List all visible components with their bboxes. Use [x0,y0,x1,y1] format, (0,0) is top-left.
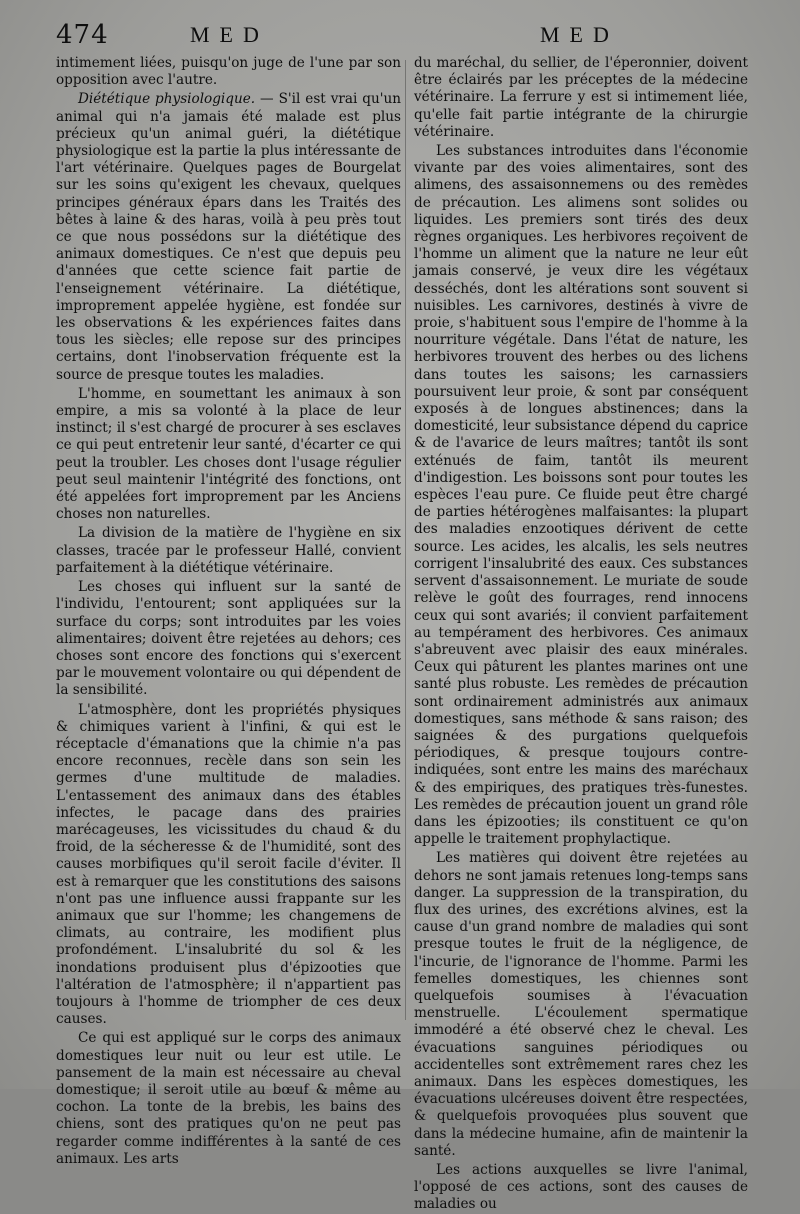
paragraph: Diététique physiologique. — S'il est vrai qu'un animal qui n'a jamais été malade est plus précieux qu'un animal guéri, la diététique physiologique est la partie la plus intéressante de l'art vétérinaire. Quelques pages de Bourgelat sur les soins qu'exigent les chevaux, quelques principes généraux épars dans les Traités des bêtes à laine & des haras, voilà à peu près tout ce que nous possédons sur la diététique des animaux domestiques. Ce n'est que depuis peu d'années que cette science fait partie de l'enseignement vétérinaire. La diététique, improprement appelée hygiène, est fondée sur les observations & les expériences faites dans tous les siècles; elle repose sur des principes certains, dont l'inobservation fréquente est la source de presque toutes les maladies. [56,91,401,383]
running-head-right: MED [540,22,619,47]
paragraph: Les matières qui doivent être rejetées au dehors ne sont jamais retenues long-temps sans danger. La suppression de la transpiration, du flux des urines, des excrétions alvines, est la cause d'un grand nombre de maladies qui sont presque toutes le fruit de la négligence, de l'incurie, de l'ignorance de l'homme. Parmi les femelles domestiques, les chiennes sont quelquefois soumises à l'évacuation menstruelle. L'écoulement spermatique immodéré a été observé chez le cheval. Les évacuations sanguines périodiques ou accidentelles sont extrêmement rares chez les animaux. Dans les espèces domestiques, les évacuations ulcéreuses doivent être respectées, & quelquefois provoquées plus souvent que dans la médecine humaine, afin de maintenir la santé. [414,850,748,1159]
paragraph: L'atmosphère, dont les propriétés physiques & chimiques varient à l'infini, & qui est le réceptacle d'émanations que la chimie n'a pas encore reconnues, recèle dans son sein les germes d'une multitude de maladies. L'entassement des animaux dans des étables infectes, le pacage dans des prairies marécageuses, les vicissitudes du chaud & du froid, de la sécheresse & de l'humidité, sont des causes morbifiques qu'il seroit facile d'éviter. Il est à remarquer que les constitutions des saisons n'ont pas une influence aussi frappante sur les animaux que sur l'homme; les changemens de climats, au contraire, les modifient plus profondément. L'insalubrité du sol & les inondations produisent plus d'épizooties que l'altération de l'atmosphère; il n'appartient pas toujours à l'homme de triompher de ces deux causes. [56,701,401,1028]
page-number: 474 [56,20,109,50]
paragraph: Les choses qui influent sur la santé de l'individu, l'entourent; sont appliquées sur la surface du corps; sont introduites par les voies alimentaires; doivent être rejetées au dehors; ces choses sont encore des fonctions qui s'exercent par le mouvement volontaire ou qui dépendent de la sensibilité. [56,579,401,699]
paragraph: Les substances introduites dans l'économie vivante par des voies alimentaires, sont des alimens, des assaisonnemens ou des remèdes de précaution. Les alimens sont solides ou liquides. Les premiers sont tirés des deux règnes organiques. Les herbivores reçoivent de l'homme un aliment que la nature ne leur eût jamais conservé, je veux dire les végétaux desséchés, dont les altérations sont souvent si nuisibles. Les carnivores, destinés à vivre de proie, s'habituent sous l'empire de l'homme à la nourriture végétale. Dans l'état de nature, les herbivores trouvent des herbes ou des lichens dans toutes les saisons; les carnassiers poursuivent leur proie, & sont par conséquent exposés à de longues abstinences; dans la domesticité, leur subsistance dépend du caprice & de l'avarice de leurs maîtres; tantôt ils sont exténués de faim, tantôt ils meurent d'indigestion. Les boissons sont pour toutes les espèces l'eau pure. Ce fluide peut être chargé de parties hétérogènes malfaisantes: la plupart des maladies enzootiques dérivent de cette source. Les acides, les alcalis, les sels neutres corrigent l'insalubrité des eaux. Ces substances servent d'assaisonnement. Le muriate de soude relève le goût des fourrages, rend innocens ceux qui sont avariés; il convient parfaitement au tempérament des herbivores. Ces animaux s'abreuvent avec plaisir des eaux minérales. Ceux qui pâturent les plantes marines ont une santé plus robuste. Les remèdes de précaution sont ordinairement administrés aux animaux domestiques, sans méthode & sans raison; des saignées & des purgations quelquefois périodiques, & presque toujours contre-indiquées, sont entre les mains des maréchaux & des empiriques, des pratiques très-funestes. Les remèdes de précaution jouent un grand rôle dans les épizooties; ils constituent ce qu'on appelle le traitement prophylactique. [414,143,748,848]
left-column [56,55,401,1168]
paragraph: du maréchal, du sellier, de l'éperonnier, doivent être éclairés par les préceptes de la médecine vétérinaire. La ferrure y est si intimement liée, qu'elle fait partie intégrante de la chirurgie vétérinaire. [414,55,748,140]
column-divider [405,60,406,1020]
paragraph: L'homme, en soumettant les animaux à son empire, a mis sa volonté à la place de leur instinct; il s'est chargé de procurer à ses esclaves ce qui peut entretenir leur santé, d'écarter ce qui peut la troubler. Les choses dont l'usage régulier peut seul maintenir l'intégrité des fonctions, ont été appelées fort improprement par les Anciens choses non naturelles. [56,385,401,523]
running-head-left: MED [190,22,269,47]
paragraph: Ce qui est appliqué sur le corps des animaux domestiques leur nuit ou leur est utile. Le pansement de la main est nécessaire au cheval domestique; il seroit utile au bœuf & même au cochon. La tonte de la brebis, les bains des chiens, sont des pratiques qu'on ne peut pas regarder comme indifférentes à la santé de ces animaux. Les arts [56,1030,401,1167]
paragraph: Les actions auxquelles se livre l'animal, l'opposé de ces actions, sont des causes de maladies ou [414,1162,748,1213]
right-column [414,55,748,1214]
paragraph: intimement liées, puisqu'on juge de l'une par son opposition avec l'autre. [56,55,401,89]
page-header [0,20,800,60]
paragraph: La division de la matière de l'hygiène en six classes, tracée par le professeur Hallé, convient parfaitement à la diététique vétérinaire. [56,525,401,576]
section-heading: Diététique physiologique. [78,91,256,108]
